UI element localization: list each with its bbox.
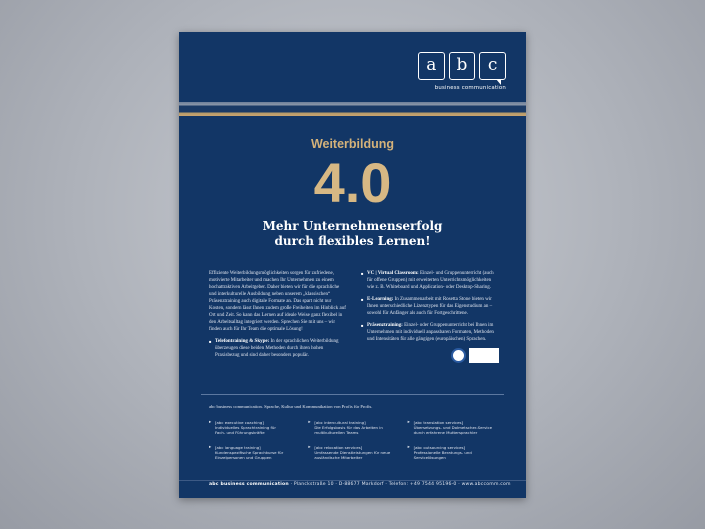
service-item	[209, 445, 300, 461]
bullet-text: Einzel- und Gruppenunterricht (auch für offene Gruppen) mit erweiterten Unterrichtsmöglichkeiten wie z. B. Whiteboard und Application- oder Desktop-Sharing.	[367, 271, 494, 290]
footer-company: abc business communication	[209, 482, 289, 487]
service-item	[209, 420, 300, 436]
service-title: ▸ [abc language training]	[215, 444, 261, 450]
intro-paragraph: Effiziente Weiterbildungsmöglichkeiten sorgen für zufriedene, motivierte Mitarbeiter und machen Ihr Unternehmen zu einem hochattraktiven Arbeitgeber. Daher bieten wir für die sprachliche und interkulturelle Ausbildung neben unserem „klassischen“ Präsenztraining auch digitale Formate an. Das spart nicht nur Kosten, sondern lässt Ihnen zudem große Freiheiten im Hinblick auf Ort und Zeit. So kann das Lernen auf ideale Weise ganz flexibel in den Arbeitsalltag integriert werden. Sprechen Sie mit uns – wir finden auch für Ihr Team die optimale Lösung!	[209, 271, 346, 332]
service-desc: Servicelösungen	[413, 455, 446, 461]
footer-phone: Telefon: +49 7544 95196-0	[388, 482, 457, 487]
logo-letter-b: b	[449, 52, 476, 80]
bullet-telefontraining	[209, 338, 347, 359]
footer-website: www.abccomm.com	[461, 482, 511, 487]
service-item	[408, 420, 499, 436]
certification-seal-icon	[451, 348, 466, 363]
logo-subtitle: business communication	[434, 85, 506, 91]
footer-contact: abc business communication · Planckstraße 10 · D-88677 Markdorf · Telefon: +49 7544 95196-0 · www.abccomm.com	[209, 482, 511, 487]
service-desc: Professionelle Beratungs- und	[413, 449, 472, 455]
service-desc: Fach- und Führungskräfte	[215, 430, 265, 436]
service-desc: multikulturellen Teams	[314, 430, 359, 436]
certificate-card-icon	[469, 348, 499, 363]
service-desc: Individuelles Sprachtraining für	[215, 425, 276, 431]
bullet-title: Präsenztraining:	[367, 323, 403, 328]
left-column	[209, 270, 347, 364]
service-desc: Umfassende Dienstleistungen für neue	[314, 449, 391, 455]
headline-line-1: Mehr Unternehmenserfolg	[262, 219, 443, 233]
bullet-text: In Zusammenarbeit mit Rosetta Stone bieten wir Ihnen unterschiedliche Lizenztypen für das Eigenstudium an – sowohl für Anfänger als auch für Fortgeschrittene.	[367, 297, 493, 316]
version-number: 4.0	[313, 151, 392, 214]
logo-letter-a: a	[418, 52, 445, 80]
service-title: ▸ [abc translation services]	[413, 420, 464, 425]
headline-line-2: durch flexibles Lernen!	[274, 234, 431, 248]
logo-letter-c: c	[479, 52, 506, 80]
service-title: ▸ [abc relocation services]	[314, 444, 363, 450]
service-item	[408, 445, 499, 461]
footer-divider	[179, 480, 526, 481]
bullet-e-learning	[361, 296, 499, 317]
right-column	[361, 270, 499, 364]
service-title: ▸ [abc outsourcing services]	[413, 444, 466, 450]
headline	[179, 219, 526, 249]
service-desc: Die Erfolgsbasis für das Arbeiten in	[314, 425, 383, 431]
company-logo	[418, 52, 506, 91]
footer-street: Planckstraße 10	[293, 482, 334, 487]
flyer-page	[179, 32, 526, 498]
service-title: ▸ [abc intercultural training]	[314, 420, 366, 425]
bullet-title: E-Learning:	[367, 297, 394, 302]
bullet-text: Einzel- oder Gruppenunterricht bei Ihnen im Unternehmen mit individuell anpassbaren Formaten, Methoden und Intensitäten für alle gängigen (europäischen) Sprachen.	[367, 323, 494, 342]
tagline: abc business communication. Sprache, Kultur und Kommunikation von Profis für Profis.	[209, 404, 373, 409]
service-desc: Einzelpersonen und Gruppen	[215, 455, 272, 461]
body-columns	[209, 270, 499, 364]
service-title: ▸ [abc executive coaching]	[215, 420, 264, 425]
section-divider	[201, 394, 504, 395]
certification-badges	[361, 348, 499, 363]
service-desc: Übersetzungs- und Dolmetscher-Service	[413, 425, 492, 431]
header-band	[179, 102, 526, 116]
service-desc: ausländische Mitarbeiter	[314, 455, 363, 461]
bullet-praesenztraining	[361, 322, 499, 343]
bullet-title: Telefontraining & Skype:	[215, 339, 270, 344]
bullet-text: In der sprachlichen Weiterbildung überzeugen diese beiden Methoden durch ihren hohen Praxisbezug und sind daher besonders populär.	[215, 339, 339, 358]
service-item	[308, 445, 399, 461]
bullet-title: VC | Virtual Classroom:	[367, 271, 419, 276]
kicker-title: Weiterbildung	[310, 137, 395, 151]
service-item	[308, 420, 399, 436]
service-desc: durch erfahrene Muttersprachler	[413, 430, 478, 436]
services-grid	[209, 420, 499, 460]
service-desc: Kundenspezifische Sprachkurse für	[215, 449, 284, 455]
bullet-virtual-classroom	[361, 270, 499, 291]
footer-city: D-88677 Markdorf	[338, 482, 384, 487]
